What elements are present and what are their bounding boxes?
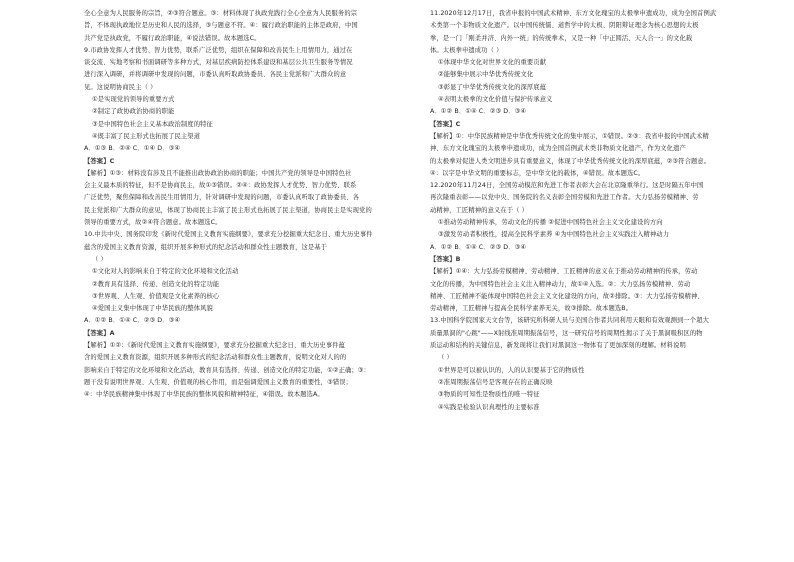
question-10 — [84, 229, 432, 401]
question-stem-line: 见。这说明协商民主（ ） — [84, 83, 157, 91]
question-stem-line: 谈交流、实地考察和书面调研等多种方式，对基层疾病防控体系建设和基层公共卫生服务等情况 — [84, 59, 353, 67]
question-stem-line: 蕴含的爱国主义教育资源，组织开展多种形式的纪念活动和群众性主题教育，这是基于 — [84, 243, 328, 251]
question-stem-line: 拳，是一门「刚柔并济、内外一统」的传统拳术，又是一种「中正圆活、天人合一」的文化载 — [430, 34, 693, 42]
option-row-1: ①推动劳动精神传承，劳动文化的传播 ②促进中国特色社会主义文化建设的方向 — [438, 219, 663, 227]
answer-choices: A．①② B．①④ C．②③ D．③④ — [84, 317, 181, 325]
question-stem-line: 动精神，工匠精神的意义在于（ ） — [430, 206, 529, 214]
analysis-line: 广泛优势，聚焦保障和改善民生用情用力，针对调研中发现的问题，市委认真听取了政协委员、各 — [84, 194, 360, 202]
question-stem-line: 再次隆重表彰——以党中央、国务院的名义表彰全国劳模和先进工作者。大力弘扬劳模精神、劳 — [430, 194, 699, 202]
question-stem-line: 13.中国科学院国家天文台等，该研究所科研人员与美国合作者共同利用天眼和有效观测到一个超大 — [430, 317, 709, 325]
option-3: ③物质的可知性是物质性的唯一特征 — [438, 391, 540, 399]
analysis-line: 会主义最本质的特征，但不是协商民主，故①③错误。②④：政协发挥人才优势、智力优势、联系 — [84, 182, 357, 190]
question-stem-line: 质运动和结构的关键信息，新发现将让我们对黑洞这一物体有了更加深刻的理解。材料说明 — [430, 342, 686, 350]
analysis-line: 神、东方文化瑰宝的太极拳申遗成功，成为全国首例武术类非物质文化遗产，作为文化遗产 — [430, 145, 686, 153]
analysis-line: 民主党派和广大群众的意见，体现了协商民主丰富了民主形式也拓展了民主渠道，协商民主是实现党的 — [84, 206, 372, 214]
option-4: ④爱国主义集中体现了中华民族的整体风貌 — [92, 305, 213, 313]
question-11 — [430, 8, 778, 180]
analysis-line: ④：中华民族精神集中体现了中华民族的整体风貌和精神特征，④错误。故本题选A。 — [84, 391, 324, 399]
analysis-line: 【解析】①：中华民族精神是中华优秀传统文化的集中展示，①错误。②③：我省申报的中国武术精 — [430, 132, 709, 140]
question-stem-line: 12.2020年11月24日，全国劳动模范和先进工作者表彰大会在北京隆重举行。这是时隔五年中国 — [430, 182, 704, 190]
answer-choices: A．①② B．①④ C．②③ D．③④ — [430, 243, 527, 251]
question-9 — [84, 45, 432, 229]
option-4: ④表明太极拳的文化价值与保护传承意义 — [438, 96, 553, 104]
analysis-line: 精神、工匠精神不能体现中国特色社会主义文化建设的方向，故②排除。③：大力弘扬劳模精神、 — [430, 292, 704, 300]
analysis-line: 文化的传播，为中国特色社会主义注入精神动力，故①④入选。②：大力弘扬劳模精神、劳动 — [430, 280, 691, 288]
analysis-line: 的太极拳对促进人类文明进步具有重要意义，体现了中华优秀传统文化的深厚底蕴，②③符合题意。 — [430, 157, 711, 165]
question-12 — [430, 180, 778, 315]
analysis-line: 含的爱国主义教育资源，组织开展多种形式的纪念活动和群众性主题教育，说明文化对人的的 — [84, 354, 347, 362]
option-4: ④既丰富了民主形式也拓展了民主渠道 — [92, 132, 201, 140]
question-13 — [430, 315, 778, 413]
option-2: ②准周期振荡信号是客观存在的正确反映 — [438, 378, 553, 386]
question-stem-line: 9.市政协发挥人才优势、智力优势，联系广泛优势，组织在保障和改善民生上用情用力，通过在 — [84, 46, 353, 54]
question-stem-line: 11.2020年12月17日，我省申报的中国武术精神、东方文化瑰宝的太极拳申遗成功，成为全国首例武 — [430, 10, 717, 17]
answer-choices: A．①③ B．②④ C．①④ D．③④ — [84, 145, 181, 153]
text-line: 旨，不体现执政地位是历史和人民的选择，③与题意不符。④：履行政治职能的主体是政府，中国 — [84, 22, 358, 30]
option-1: ①文化对人的影响来自于特定的文化环境和文化活动 — [92, 268, 239, 276]
question-stem-line: 体。太极拳申遗成功（ ） — [430, 46, 503, 54]
option-2: ②制定了政协政治协商的职能 — [92, 108, 175, 116]
answer-label: 【答案】C — [84, 157, 115, 165]
analysis-line: 劳动精神，工匠精神与提高全民科学素养无关，故③排除。故本题选B。 — [430, 305, 633, 313]
option-3: ③世界观、人生观、价值观是文化素养的核心 — [92, 292, 220, 300]
option-3: ③彰显了中华优秀传统文化的深厚底蕴 — [438, 83, 547, 91]
option-3: ③是中国特色社会主义基本政治制度的特征 — [92, 120, 213, 128]
left-column — [84, 8, 432, 402]
question-stem-line: （ ） — [92, 255, 107, 263]
answer-choices: A．①② B．①④ C．②③ D．③④ — [430, 108, 527, 116]
option-1: ①是实现党的领导的重要方式 — [92, 96, 175, 104]
question-stem-line: 10.中共中央、国务院印发《新时代爱国主义教育实施纲要》，要求充分挖掘重大纪念日、重大历史事件 — [84, 231, 373, 239]
analysis-line: 影响来自于特定的文化环境和文化活动，教育具有选择、传递、创造文化的特定功能，①②正确；③： — [84, 366, 370, 374]
option-2: ②能够集中展示中华优秀传统文化 — [438, 71, 534, 79]
answer-label: 【答案】C — [430, 120, 461, 128]
analysis-line: ④：以字是中华文明的重要标志，是中华文化的载体，④错误。故本题选C。 — [430, 169, 645, 177]
option-1: ①世界是可以被认识的，人的认识要基于它的物质性 — [438, 366, 585, 374]
question-stem-line: （ ） — [438, 354, 453, 362]
right-column — [430, 8, 778, 414]
analysis-line: 题干没有说明世界观、人生观、价值观的核心作用，而是强调爱国主义教育的重要性，③错误； — [84, 378, 353, 386]
option-4: ④实践是检验认识真理性的主要标准 — [438, 403, 540, 411]
question-stem-line: 术类第一个非物质文化遗产。以中国传统儒、道哲学中的太极、阴阳辩证理念为核心思想的太极 — [430, 22, 699, 30]
analysis-line: 【解析】①②：《新时代爱国主义教育实施纲要》，要求充分挖掘重大纪念日、重大历史事件蕴 — [84, 342, 346, 350]
text-line: 全心全意为人民服务的宗旨，②③符合题意。③：材料体现了执政党践行全心全意为人民服务的宗 — [84, 10, 358, 17]
option-1: ①体现中华文化对世界文化的重要贡献 — [438, 59, 547, 67]
text-line: 共产党是执政党，不履行政治职能，④说法错误。故本题选C。 — [84, 34, 261, 42]
option-2: ②教育具有选择、传递、创造文化的特定功能 — [92, 280, 220, 288]
analysis-line: 【解析】①③：材料没有涉及且不能推出政协政治协商的职能；中国共产党的领导是中国特色社 — [84, 169, 352, 177]
option-row-2: ③激发劳动者积极性，提高全民科学素养 ④为中国特色社会主义实践注入精神动力 — [438, 231, 670, 239]
answer-label: 【答案】B — [430, 255, 461, 263]
analysis-line: 【解析】①④：大力弘扬劳模精神、劳动精神、工匠精神的意义在于推动劳动精神的传承，劳动 — [430, 268, 698, 276]
analysis-line: 领导的重要方式，故②④符合题意。故本题选C。 — [84, 219, 222, 227]
q8-tail — [84, 8, 432, 45]
answer-label: 【答案】A — [84, 329, 115, 337]
question-stem-line: 质量黑洞的"心跳"——X射线准周期振荡信号，这一研究信号的周期性揭示了关于黑洞吸积区的物 — [430, 329, 703, 337]
question-stem-line: 进行深入调研，并将调研中发现的问题，市委认真听取政协委员、各民主党派和广大群众的意 — [84, 71, 347, 79]
